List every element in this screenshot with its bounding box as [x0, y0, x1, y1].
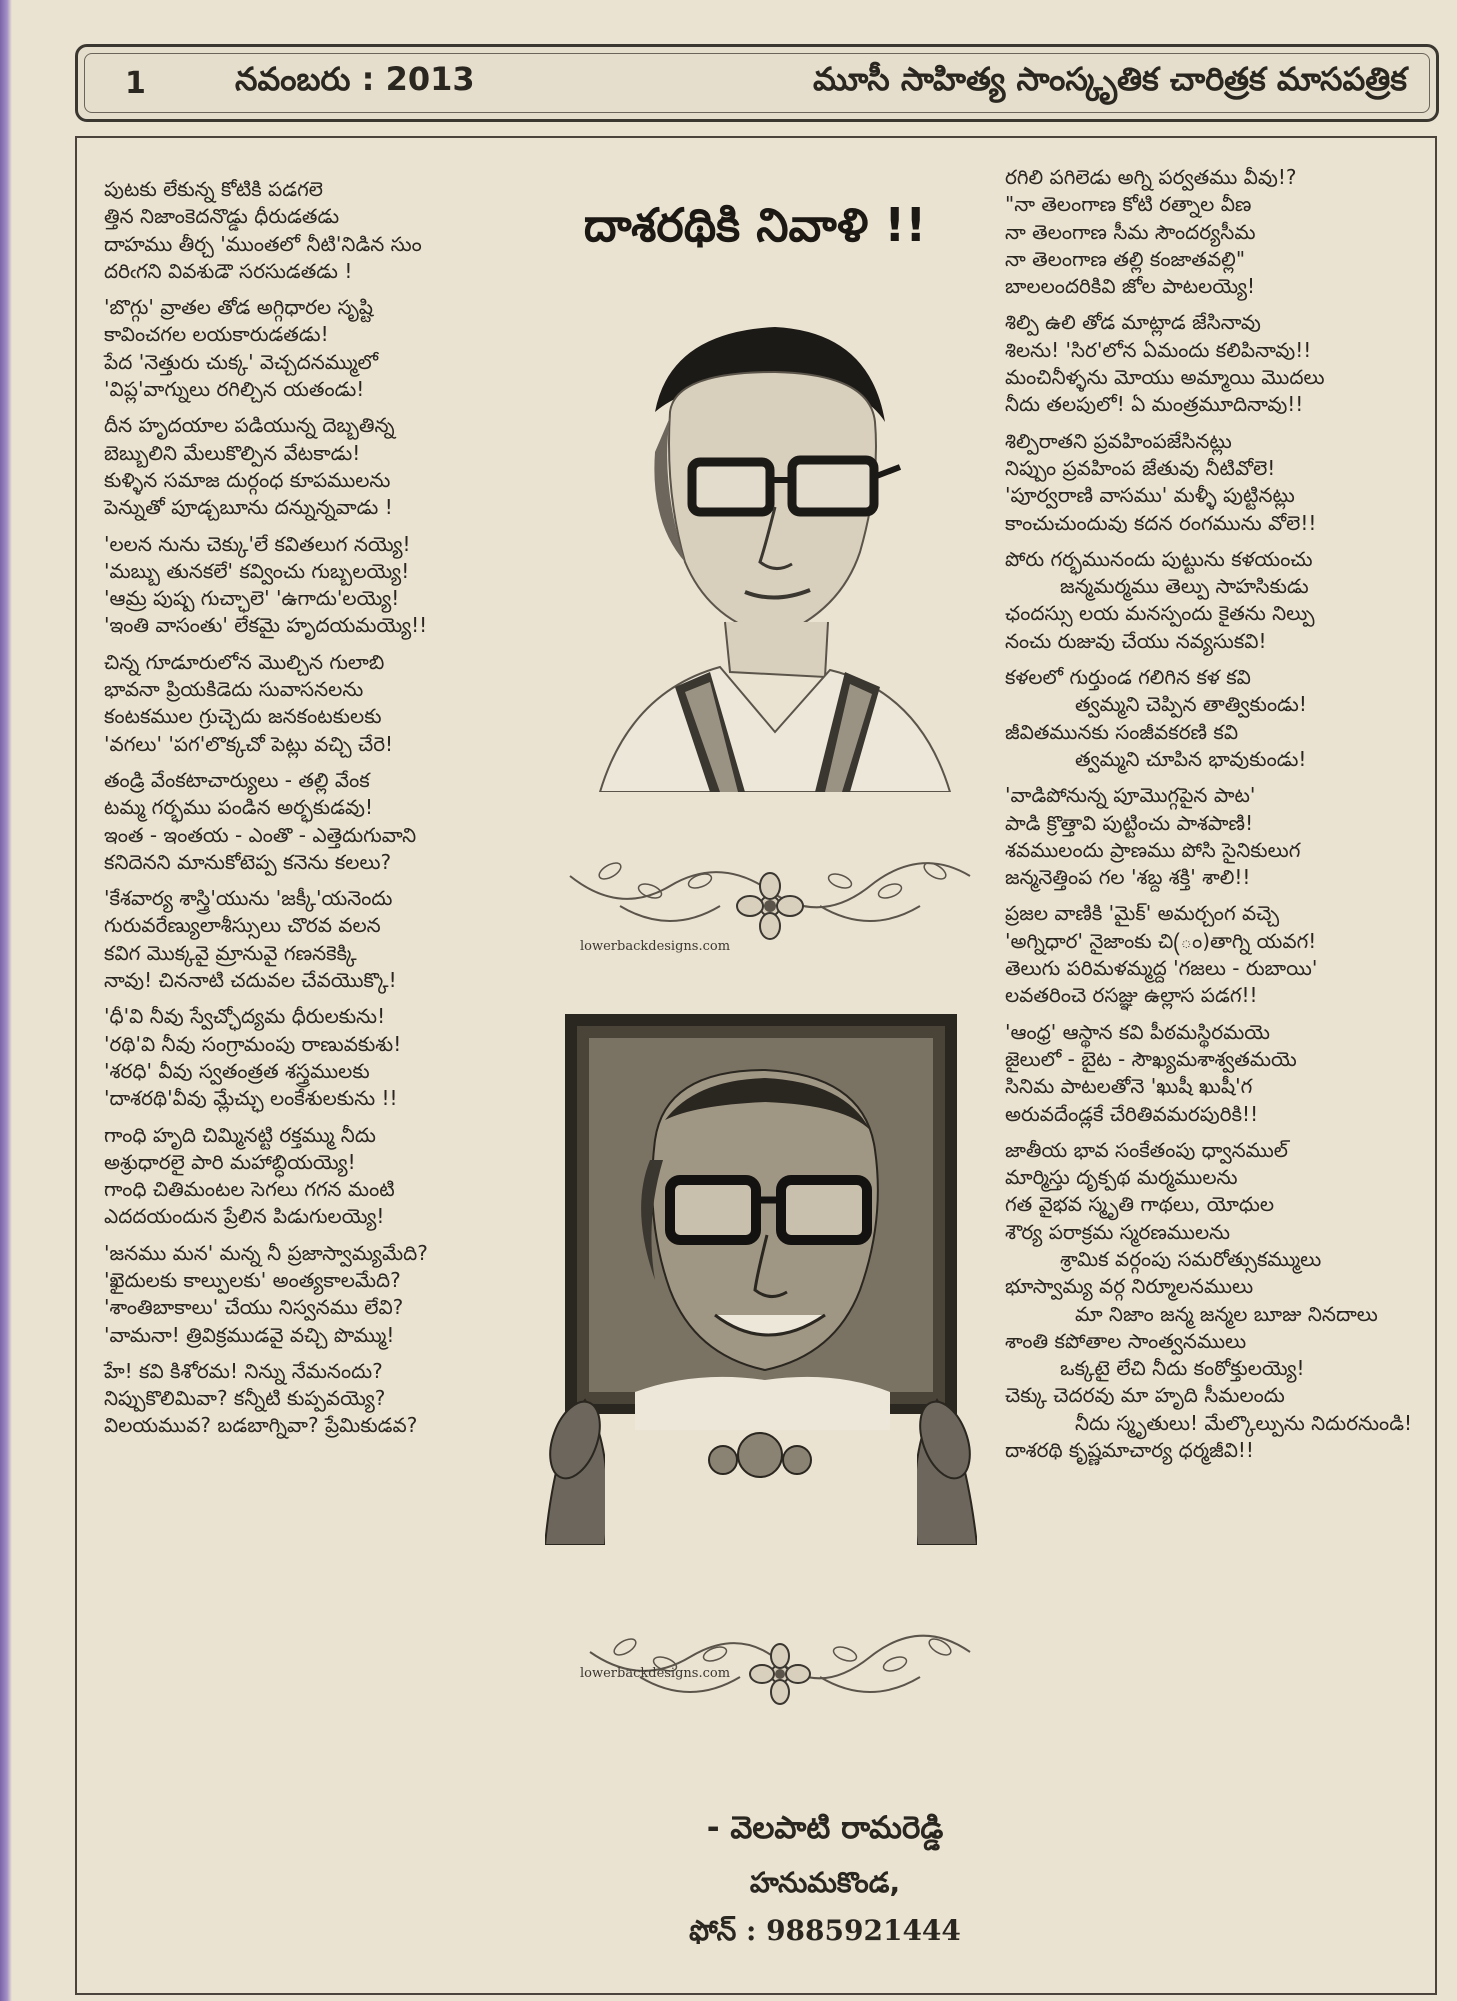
poem-line: జన్మమర్మము తెల్పు సాహసికుడు	[1060, 574, 1309, 599]
poem-line: మా నిజాం జన్మ జన్మల బూజు నినదాలు	[1075, 1301, 1378, 1326]
poem-line: ఒక్కటై లేచి నీదు కంఠోక్తులయ్యె!	[1060, 1356, 1305, 1381]
poem-line: భావనా ప్రియకిడెదు సువాసనలను	[104, 677, 364, 702]
poem-line: నీదు స్మృతులు! మేల్కొల్పును నిదురనుండి!	[1075, 1410, 1413, 1435]
poem-line: 'జనము మన' మన్న నీ ప్రజాస్వామ్యమేది?	[104, 1240, 428, 1265]
portrait-photo-framed	[545, 1010, 977, 1545]
poem-line: భూస్వామ్య వర్గ నిర్మూలనములు	[1005, 1274, 1254, 1299]
poem-line: మంచినీళ్ళను మోయు అమ్మాయి మొదలు	[1005, 365, 1325, 390]
poem-line: 'వాడిపోనున్న పూమొగ్గపైన పాట'	[1005, 783, 1256, 808]
stanza-gap	[104, 758, 544, 767]
poem-line: 'శరధి' వీవు స్వతంత్రత శస్త్రములకు	[104, 1058, 370, 1083]
poem-line: 'విప్ల'వాగ్నులు రగిల్చిన యతండు!	[104, 377, 365, 402]
poem-line: దరిఁగని వివశుడౌ సరసుడతడు !	[104, 258, 353, 283]
page-header	[75, 44, 1439, 122]
poem-line: టమ్మ గర్భము పండిన అర్భకుడవు!	[104, 795, 373, 820]
poem-line: గురువరేణ్యులాశీస్సులు చొరవ వలన	[104, 913, 381, 938]
issue-date: నవంబరు : 2013	[235, 60, 475, 98]
stanza-gap	[104, 994, 544, 1003]
stanza-gap	[104, 403, 544, 412]
stanza-gap	[104, 1113, 544, 1122]
poem-line: అరువదేండ్లకే చేరితివమరపురికి!!	[1005, 1101, 1259, 1126]
poem-line: సినిమ పాటలతోనె 'ఖుషీ ఖుషీ'గ	[1005, 1074, 1253, 1099]
poem-line: తెలుగు పరిమళమ్మద్ద 'గజలు - రుబాయి'	[1005, 956, 1318, 981]
poem-line: జన్మనెత్తింప గల 'శబ్ద శక్తి' శాలి!!	[1005, 865, 1251, 890]
poem-line: దాహము తీర్చ 'ముంతలో నీటి'నిడిన సుం	[104, 231, 422, 256]
poem-line: ఛందస్సు లయ మనస్పందు కైతను నిల్పు	[1005, 601, 1315, 626]
poem-line: "నా తెలంగాణ కోటి రత్నాల వీణ	[1005, 192, 1252, 217]
poem-line: 'వామనా! త్రివిక్రముడవై వచ్చి పొమ్ము!	[104, 1322, 395, 1347]
stanza-gap	[1005, 773, 1435, 782]
poem-line: గాంధి హృది చిమ్మినట్టి రక్తమ్ము నీదు	[104, 1122, 376, 1147]
stanza-gap	[104, 1349, 544, 1358]
floral-ornament-top	[560, 836, 980, 956]
stanza-gap	[104, 1231, 544, 1240]
poem-line: లవతరించె రసజ్ఞు ఉల్లాస పడగ!!	[1005, 983, 1258, 1008]
poem-line: శాంతి కపోతాల సాంత్వనములు	[1005, 1328, 1247, 1353]
poem-line: 'లలన నును చెక్కు'లే కవితలుగ నయ్యె!	[104, 531, 411, 556]
poem-line: బాలలందరికివి జోల పాటలయ్యె!	[1005, 274, 1256, 299]
poem-line: శిల్పి ఉలి తోడ మాట్లాడ జేసినావు	[1005, 310, 1261, 335]
poem-line: దాశరథి కృష్ణమాచార్య ధర్మజీవి!!	[1005, 1438, 1254, 1463]
poem-line: నా తెలంగాణ సీమ సౌందర్యసీమ	[1005, 219, 1256, 244]
poem-line: దీన హృదయాల పడియున్న దెబ్బతిన్న	[104, 413, 395, 438]
poem-line: విలయమువ? బడబాగ్నివా? ప్రేమికుడవ?	[104, 1413, 418, 1438]
poem-line: త్తిన నిజాంకెదనొడ్డు ధీరుడతడు	[104, 204, 340, 229]
poem-line: పాడి క్రొత్తావి పుట్టించు పాశపాణి!	[1005, 810, 1254, 835]
binding-edge	[0, 0, 12, 2001]
poem-right-column	[1005, 164, 1435, 1464]
page-number: 1	[125, 65, 146, 101]
poem-line: శిల్పిరాతని ప్రవహింపజేసినట్లు	[1005, 428, 1232, 453]
poem-line: కనిదెనని మానుకోటెప్ప కనెను కలలు?	[104, 849, 392, 874]
poem-line: జాతీయ భావ సంకేతంపు ధ్వానముల్	[1005, 1137, 1288, 1162]
poem-line: శౌర్య పరాక్రమ స్మరణములను	[1005, 1219, 1231, 1244]
poem-line: శవములందు ప్రాణము పోసి సైనికులుగ	[1005, 837, 1301, 862]
poem-line: పేద 'నెత్తురు చుక్క' వెచ్చదనమ్ములో	[104, 349, 379, 374]
poem-line: 'ఖైదులకు కాల్పులకు' అంత్యకాలమేది?	[104, 1267, 401, 1292]
poem-line: కంటకముల గ్రుచ్చెదు జనకంటకులకు	[104, 704, 382, 729]
poem-line: తండ్రి వేంకటాచార్యులు - తల్లి వేంక	[104, 767, 370, 792]
poem-line: నిప్పుకొలిమివా? కన్నీటి కుప్పవయ్యె?	[104, 1386, 386, 1411]
stanza-gap	[104, 876, 544, 885]
poem-line: 'శాంతిబాకాలు' చేయు నిస్వనము లేవి?	[104, 1295, 404, 1320]
article-title: దాశరథికి నివాళి !!	[583, 198, 927, 252]
poem-line: ప్రజల వాణికి 'మైక్' అమర్చంగ వచ్చె	[1005, 901, 1280, 926]
ornament-credit-top: lowerbackdesigns.com	[580, 939, 731, 954]
stanza-gap	[104, 640, 544, 649]
poem-line: పెన్నుతో పూడ్చబూను దన్నున్నవాడు !	[104, 495, 393, 520]
poem-line: కాంచుచుందువు కదన రంగమును వోలె!!	[1005, 510, 1317, 535]
poem-line: 'దాశరథి'వీవు మ్లేచ్ఛు లంకేశులకును !!	[104, 1086, 398, 1111]
poem-line: 'వగలు' 'పగ'లొక్కచో పెట్లు వచ్చి చేరె!	[104, 731, 394, 756]
portrait-photo-top	[560, 292, 980, 792]
poem-line: త్వమ్మని చూపిన భావుకుండు!	[1075, 746, 1307, 771]
author-name: - వెలపాటి రామరెడ్డి	[706, 1810, 944, 1846]
poem-line: 'ధీ'వి నీవు స్వేచ్ఛోద్యమ ధీరులకును!	[104, 1004, 386, 1029]
poem-line: నావు! చిననాటి చదువల చేవయొక్కొ!	[104, 968, 397, 993]
stanza-gap	[1005, 1128, 1435, 1137]
poem-line: అశ్రుధారలై పారి మహాబ్ధియయ్యె!	[104, 1149, 356, 1174]
poem-line: ఇంత - ఇంతయ - ఎంతొ - ఎత్తెదుగువాని	[104, 822, 417, 847]
poem-line: 'ఇంతి వాసంతు' లేకమై హృదయమయ్యె!!	[104, 613, 428, 638]
poem-line: కవిగ మొక్కవై మ్రానువై గణనకెక్కి	[104, 940, 357, 965]
poem-line: చిన్న గూడూరులోన మొల్చిన గులాబి	[104, 649, 385, 674]
poem-line: మార్మిస్తు దృక్పథ మర్మములను	[1005, 1165, 1238, 1190]
page-header-inner	[84, 53, 1430, 113]
stanza-gap	[1005, 1010, 1435, 1019]
poem-line: 'బొగ్గు' వ్రాతల తోడ అగ్గిధారల సృష్టి	[104, 295, 374, 320]
poem-line: జీవితమునకు సంజీవకరణి కవి	[1005, 719, 1239, 744]
poem-line: 'ఆంధ్ర' ఆస్థాన కవి పీఠమస్థిరమయె	[1005, 1019, 1270, 1044]
poem-line: 'మబ్బు తునకలే' కవ్వించు గుబ్బలయ్యె!	[104, 558, 410, 583]
poem-line: నంచు రుజువు చేయు నవ్యసుకవి!	[1005, 628, 1267, 653]
poem-line: జైలులో - బైట - సౌఖ్యమశాశ్వతమయె	[1005, 1046, 1297, 1071]
poem-line: కళలలో గుర్తుండ గలిగిన కళ కవి	[1005, 665, 1251, 690]
poem-line: 'అగ్నిధార' నైజాంకు చి(ం)తాగ్ని యవగ!	[1005, 928, 1317, 953]
poem-line: నీదు తలపులో! ఏ మంత్రమూదినావు!!	[1005, 392, 1304, 417]
stanza-gap	[1005, 419, 1435, 428]
poem-line: రగిలి పగిలెడు అగ్ని పర్వతము వీవు!?	[1005, 165, 1297, 189]
magazine-title: మూసీ సాహిత్య సాంస్కృతిక చారిత్రక మాసపత్రిక	[813, 60, 1407, 98]
stanza-gap	[104, 522, 544, 531]
poem-line: 'ఆమ్ర పుష్ప గుచ్ఛాలె' 'ఉగాదు'లయ్యె!	[104, 586, 400, 611]
stanza-gap	[1005, 537, 1435, 546]
stanza-gap	[1005, 300, 1435, 309]
stanza-gap	[1005, 891, 1435, 900]
poem-line: ఎదదయందున ప్రేలిన పిడుగులయ్యె!	[104, 1204, 385, 1229]
author-place: హనుమకొండ,	[749, 1866, 901, 1899]
poem-line: 'రథి'వి నీవు సంగ్రామంపు రాణువకుశు!	[104, 1031, 402, 1056]
poem-line: త్వమ్మని చెప్పిన తాత్వికుండు!	[1075, 692, 1307, 717]
poem-line: నా తెలంగాణ తల్లి కంజాతవల్లి"	[1005, 246, 1246, 271]
poem-line: శ్రామిక వర్గంపు సమరోత్సుకమ్ములు	[1060, 1246, 1322, 1271]
poem-line: గాంధి చితిమంటల సెగలు గగన మంటి	[104, 1177, 395, 1202]
poem-line: 'కేశవార్య శాస్త్రి'యును 'జక్కీ'యనెందు	[104, 886, 393, 911]
poem-line: బెబ్బులిని మేలుకొల్పిన వేటకాడు!	[104, 440, 361, 465]
poem-line: పుటకు లేకున్న కోటికి పడగలె	[104, 177, 323, 201]
poem-left-column	[104, 176, 544, 1440]
poem-line: కావించగల లయకారుడతడు!	[104, 322, 329, 347]
poem-line: కుళ్ళిన సమాజ దుర్గంధ కూపములను	[104, 467, 391, 492]
stanza-gap	[104, 285, 544, 294]
poem-line: నిప్పుం ప్రవహింప జేతువు నీటివోలె!	[1005, 455, 1276, 480]
author-phone: ఫోన్ : 9885921444	[689, 1914, 961, 1947]
poem-line: పోరు గర్భమునందు పుట్టును కళయంచు	[1005, 546, 1313, 571]
stanza-gap	[1005, 655, 1435, 664]
ornament-credit-bottom: lowerbackdesigns.com	[580, 1666, 731, 1681]
poem-line: శిలను! 'సిర'లోన ఏమందు కలిపినావు!!	[1005, 337, 1312, 362]
poem-line: చెక్కు చెదరవు మా హృది సీమలందు	[1005, 1383, 1285, 1408]
poem-line: గత వైభవ స్మృతి గాథలు, యోధుల	[1005, 1192, 1275, 1217]
poem-line: హే! కవి కిశోరమ! నిన్ను నేమనందు?	[104, 1358, 383, 1383]
poem-line: 'పూర్వరాణి వాసము' మళ్ళీ పుట్టినట్లు	[1005, 483, 1295, 508]
